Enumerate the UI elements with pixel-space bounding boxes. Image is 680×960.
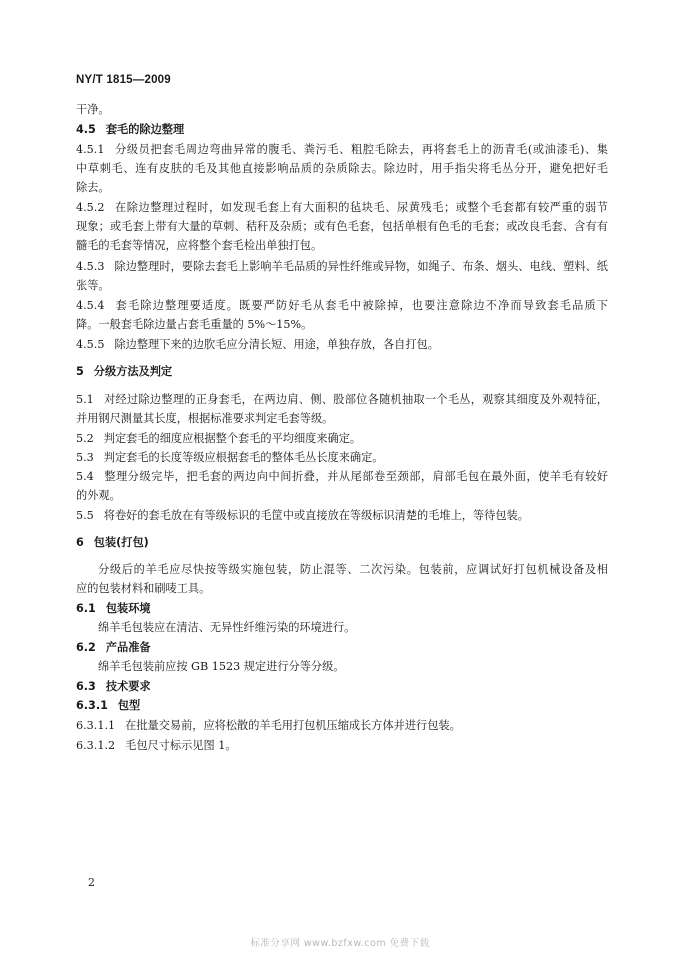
text-line: 除去。 bbox=[76, 181, 110, 194]
clause-5-4: 5.4 整理分级完毕，把毛套的两边向中间折叠，并从尾部卷至颈部，肩部毛包在最外面，使羊毛有较好 bbox=[76, 470, 608, 483]
text-line: 降。一般套毛除边量占套毛重量的 5%～15%。 bbox=[76, 318, 313, 331]
clause-4-5-5: 4.5.5 除边整理下来的边肷毛应分清长短、用途，单独存放，各自打包。 bbox=[76, 338, 439, 351]
section-heading-5: 5 分级方法及判定 bbox=[76, 365, 173, 378]
page-number: 2 bbox=[88, 876, 95, 889]
section-heading-6: 6 包装(打包) bbox=[76, 536, 149, 549]
text-line: 干净。 bbox=[76, 103, 110, 116]
clause-5-3: 5.3 判定套毛的长度等级应根据套毛的整体毛丛长度来确定。 bbox=[76, 451, 384, 464]
watermark: 标准分享网 www.bzfxw.com 免费下载 bbox=[250, 938, 430, 949]
clause-5-1: 5.1 对经过除边整理的正身套毛，在两边肩、侧、股部位各随机抽取一个毛丛，观察其细度及外观特征， bbox=[76, 393, 608, 406]
section-heading-6-1: 6.1 包装环境 bbox=[76, 602, 151, 615]
section-heading-6-2: 6.2 产品准备 bbox=[76, 641, 151, 654]
section-heading-6-3-1: 6.3.1 包型 bbox=[76, 699, 141, 712]
text-line: 绵羊毛包装应在清洁、无异性纤维污染的环境进行。 bbox=[98, 621, 356, 634]
text-line: 应的包装材料和刷唛工具。 bbox=[76, 582, 211, 595]
text-line: 绵羊毛包装前应按 GB 1523 规定进行分等分级。 bbox=[98, 660, 345, 673]
clause-4-5-1: 4.5.1 分级员把套毛周边弯曲异常的腹毛、粪污毛、粗腔毛除去，再将套毛上的沥青毛(或油漆毛)、集 bbox=[76, 143, 608, 156]
clause-6-3-1-1: 6.3.1.1 在批量交易前，应将松散的羊毛用打包机压缩成长方体并进行包装。 bbox=[76, 719, 461, 732]
text-line: 髓毛的毛套等情况，应将整个套毛检出单独打包。 bbox=[76, 239, 323, 252]
section-heading-6-3: 6.3 技术要求 bbox=[76, 680, 151, 693]
standard-code-header: NY/T 1815—2009 bbox=[76, 74, 171, 86]
clause-4-5-2: 4.5.2 在除边整理过程时，如发现毛套上有大面积的毡块毛、尿黄残毛；或整个毛套都有较严重的弱节 bbox=[76, 201, 608, 214]
text-line: 张等。 bbox=[76, 279, 110, 292]
text-line: 现象；或毛套上带有大量的草刺、秸秆及杂质；或有色毛套，包括单根有色毛的毛套；或改良毛套、含有有 bbox=[76, 220, 608, 233]
text-line: 并用钢尺测量其长度，根据标准要求判定毛套等级。 bbox=[76, 412, 334, 425]
text-line: 中草刺毛、连有皮肤的毛及其他直接影响品质的杂质除去。除边时，用手指尖将毛丛分开，避免把好毛 bbox=[76, 162, 608, 175]
section-heading-4-5: 4.5 套毛的除边整理 bbox=[76, 123, 185, 136]
clause-6-3-1-2: 6.3.1.2 毛包尺寸标示见图 1。 bbox=[76, 739, 237, 752]
clause-4-5-4: 4.5.4 套毛除边整理要适度。既要严防好毛从套毛中被除掉，也要注意除边不净而导致套毛品质下 bbox=[76, 299, 608, 312]
clause-5-5: 5.5 将卷好的套毛放在有等级标识的毛筐中或直接放在等级标识清楚的毛堆上，等待包装。 bbox=[76, 509, 529, 522]
clause-5-2: 5.2 判定套毛的细度应根据整个套毛的平均细度来确定。 bbox=[76, 432, 362, 445]
text-line: 的外观。 bbox=[76, 489, 121, 502]
text-line: 分级后的羊毛应尽快按等级实施包装，防止混等、二次污染。包装前，应调试好打包机械设备及相 bbox=[98, 563, 608, 576]
clause-4-5-3: 4.5.3 除边整理时，要除去套毛上影响羊毛品质的异性纤维或异物，如绳子、布条、烟头、电线、塑料、纸 bbox=[76, 260, 608, 273]
